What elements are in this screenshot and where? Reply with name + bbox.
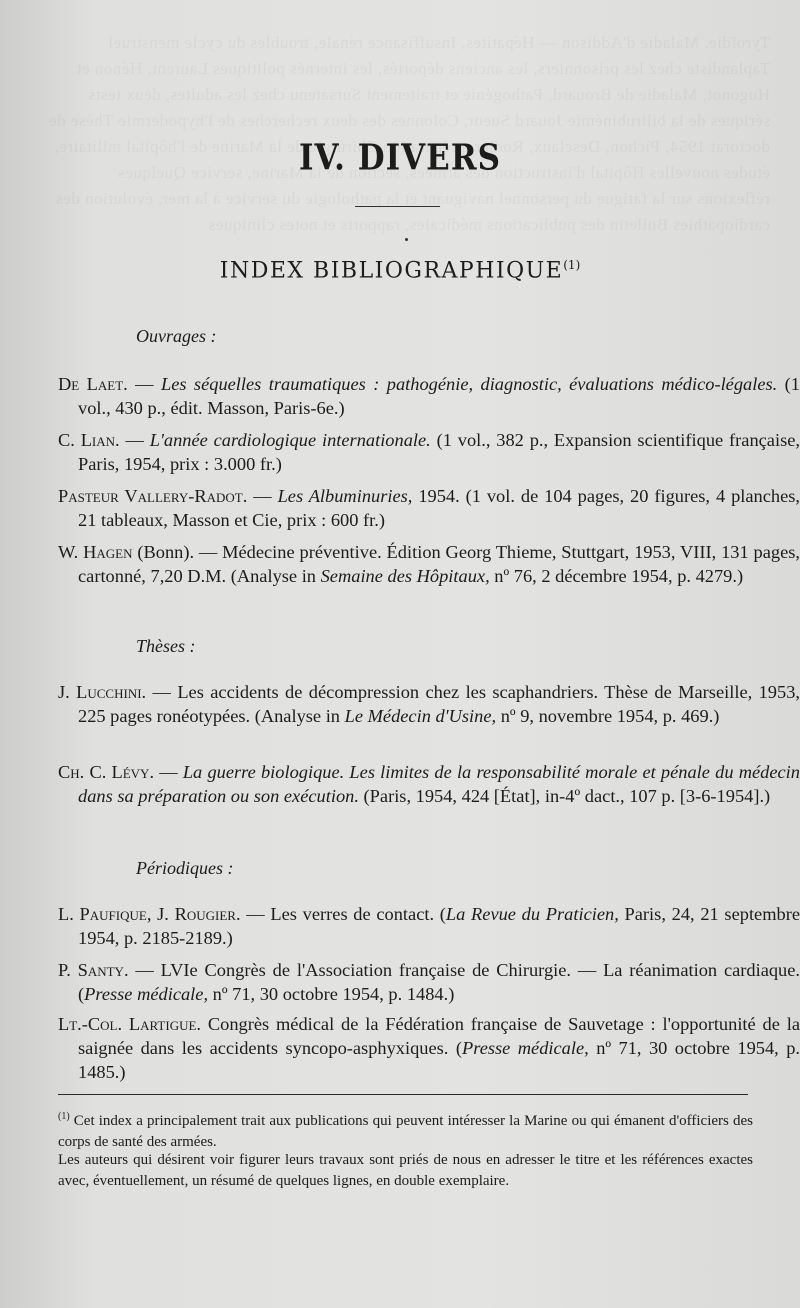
entry-separator: . — (242, 486, 278, 506)
entry-separator: . (196, 1014, 208, 1034)
entry-details: Paris, 24, 21 septembre 1954, p. 2185-2189.) (78, 904, 800, 948)
entry-hagen (58, 540, 800, 588)
entry-text: LVIe Congrès de l'Association française de Chirurgie. — La réanimation cardiaque. ( (78, 960, 800, 1004)
entry-author: Lt.-Col. Lartigue (58, 1014, 197, 1034)
entry-paufique-rougier (58, 902, 800, 950)
entry-santy (58, 958, 800, 1006)
entry-text: Congrès médical de la Fédération française de Sauvetage : l'opportunité de la saignée dans les accidents syncopo-asphyxiques. ( (78, 1014, 800, 1058)
entry-title: La guerre biologique. Les limites de la responsabilité morale et pénale du médecin dans sa préparation ou son exécution. (78, 762, 800, 806)
entry-author: L. Paufique, J. Rougier (58, 904, 236, 924)
entry-de-laet (58, 372, 800, 420)
entry-separator: . — (235, 904, 271, 924)
section-periodiques: Périodiques : (136, 858, 234, 878)
entry-text: Les accidents de décompression chez les scaphandriers. Thèse de Marseille, 1953, 225 pages ronéotypées. (Analyse in (78, 682, 800, 726)
footnote-divider (58, 1094, 748, 1095)
entry-lartigue (58, 1012, 800, 1084)
entry-journal: Semaine des Hôpitaux, (320, 566, 490, 586)
entry-details: nº 71, 30 octobre 1954, p. 1485.) (78, 1038, 800, 1082)
entry-separator: . — (115, 430, 150, 450)
entry-author: P. Santy (58, 960, 124, 980)
entry-levy (58, 760, 800, 808)
entry-title: L'année cardiologique internationale. (149, 430, 431, 450)
entry-pasteur-vallery-radot (58, 484, 800, 532)
entry-separator: . — (123, 374, 161, 394)
entry-text: Les verres de contact. ( (270, 904, 446, 924)
index-heading (0, 258, 800, 283)
title-divider (355, 206, 440, 207)
section-ouvrages: Ouvrages : (136, 326, 217, 346)
entry-journal: La Revue du Praticien, (445, 904, 619, 924)
entry-author: Ch. C. Lévy (58, 762, 150, 782)
entry-title: Les séquelles traumatiques : pathogénie, diagnostic, évaluations médico-légales. (160, 374, 778, 394)
entry-separator: . — (123, 960, 161, 980)
entry-details: 1954. (1 vol. de 104 pages, 20 figures, 4 planches, 21 tableaux, Masson et Cie, prix : 600 fr.) (78, 486, 800, 530)
entry-author: C. Lian (58, 430, 116, 450)
entry-separator: . — (149, 762, 183, 782)
entry-journal: Presse médicale, (461, 1038, 589, 1058)
entry-details: (Paris, 1954, 424 [État], in-4º dact., 107 p. [3-6-1954].) (358, 786, 771, 806)
entry-details: nº 76, 2 décembre 1954, p. 4279.) (489, 566, 744, 586)
index-heading-text: INDEX BIBLIOGRAPHIQUE (219, 258, 564, 284)
footnote-mark: (1) (58, 1111, 70, 1122)
footnote-text: Cet index a principalement trait aux publications qui peuvent intéresser la Marine ou qui émanent d'officiers des corps de santé des armées. (58, 1113, 753, 1150)
entry-details: (1 vol., 382 p., Expansion scientifique française, Paris, 1954, prix : 3.000 fr.) (78, 430, 800, 474)
chapter-title: IV. DIVERS (299, 137, 501, 179)
section-theses: Thèses : (136, 636, 196, 656)
entry-author: Pasteur Vallery-Radot (58, 486, 243, 506)
entry-journal: Le Médecin d'Usine, (344, 706, 497, 726)
entry-author: J. Lucchini (58, 682, 142, 702)
divider-dot (405, 238, 408, 241)
footnote-line-2: Les auteurs qui désirent voir figurer leurs travaux sont priés de nous en adresser le titre et les références exactes avec, éventuellement, un résumé de quelques lignes, en double exemplaire. (58, 1152, 753, 1189)
footnote-reference: (1) (563, 258, 581, 272)
entry-title: Les Albuminuries, (277, 486, 413, 506)
entry-details: nº 9, novembre 1954, p. 469.) (496, 706, 720, 726)
entry-details: nº 71, 30 octobre 1954, p. 1484.) (208, 984, 455, 1004)
entry-author: W. Hagen (58, 542, 133, 562)
entry-journal: Presse médicale, (84, 984, 209, 1004)
entry-lian (58, 428, 800, 476)
footnote-line-1 (58, 1106, 753, 1153)
entry-details: (1 vol., 430 p., édit. Masson, Paris-6e.) (78, 374, 800, 418)
entry-author: De Laet (58, 374, 124, 394)
entry-lucchini (58, 680, 800, 728)
entry-text: (Bonn). — Médecine préventive. Édition Georg Thieme, Stuttgart, 1953, VIII, 131 pages, cartonné, 7,20 D.M. (Analyse in (78, 542, 800, 586)
entry-separator: . — (141, 682, 178, 702)
